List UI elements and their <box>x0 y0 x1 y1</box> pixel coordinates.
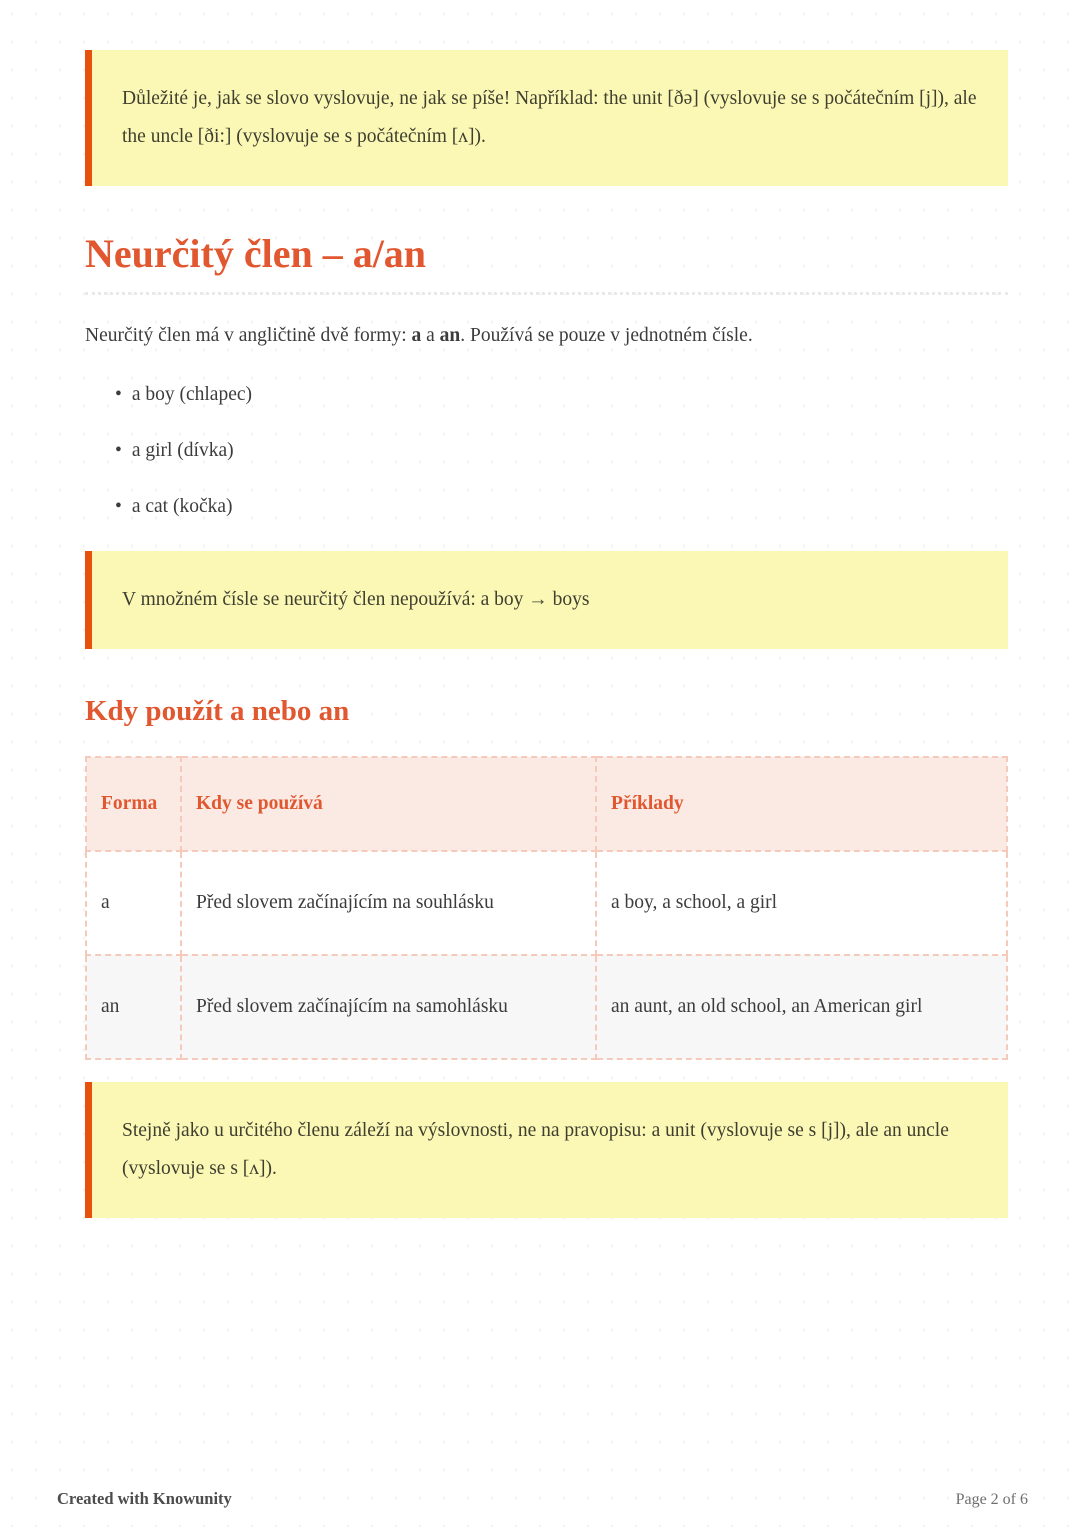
intro-bold-a: a <box>411 325 422 346</box>
intro-text-3: . Používá se pouze v jednotném čísle. <box>460 325 753 346</box>
callout-text: Stejně jako u určitého členu záleží na výslovnosti, ne na pravopisu: a unit (vyslovuje se s [j]), ale an uncle (vyslovuje se s [ʌ]). <box>122 1120 949 1179</box>
intro-text-1: Neurčitý člen má v angličtině dvě formy: <box>85 325 412 346</box>
intro-paragraph <box>85 321 1008 351</box>
footer-branding: Created with Knowunity <box>57 1489 232 1508</box>
table-cell-examples: an aunt, an old school, an American girl <box>596 955 1007 1059</box>
table-cell-examples: a boy, a school, a girl <box>596 851 1007 955</box>
intro-text-2: a <box>421 325 440 346</box>
table-header-row <box>86 757 1007 851</box>
examples-list <box>115 383 1008 519</box>
list-item-girl: • a girl (dívka) <box>115 439 1008 463</box>
intro-bold-an: an <box>439 325 461 346</box>
table-row-an <box>86 955 1007 1059</box>
page-number: Page 2 of 6 <box>955 1491 1028 1508</box>
table-header-cell-usage: Kdy se používá <box>181 757 596 851</box>
callout-pronunciation-note <box>85 1082 1008 1218</box>
callout-text: Důležité je, jak se slovo vyslovuje, ne jak se píše! Například: the unit [ðə] (vyslovuje se s počátečním [j]), ale the uncle [ði:] (vyslovuje se s počátečním [ʌ]). <box>122 88 977 147</box>
table-cell-usage: Před slovem začínajícím na samohlásku <box>181 955 596 1059</box>
list-item-boy: • a boy (chlapec) <box>115 383 1008 407</box>
table-header-cell-forma: Forma <box>86 757 181 851</box>
list-item-cat: • a cat (kočka) <box>115 495 1008 519</box>
callout-text: V množném čísle se neurčitý člen nepoužívá: a boy → boys <box>122 589 590 610</box>
usage-table <box>85 756 1008 1060</box>
callout-plural-note <box>85 551 1008 649</box>
table-header-cell-examples: Příklady <box>596 757 1007 851</box>
table-row-a <box>86 851 1007 955</box>
subsection-title: Kdy použít a nebo an <box>85 695 350 727</box>
page-footer <box>57 1489 1028 1509</box>
page-content <box>85 50 1008 1218</box>
section-title: Neurčitý člen – a/an <box>85 232 1008 295</box>
table-cell-form: a <box>86 851 181 955</box>
callout-pronunciation-rule <box>85 50 1008 186</box>
table-cell-form: an <box>86 955 181 1059</box>
table-cell-usage: Před slovem začínajícím na souhlásku <box>181 851 596 955</box>
